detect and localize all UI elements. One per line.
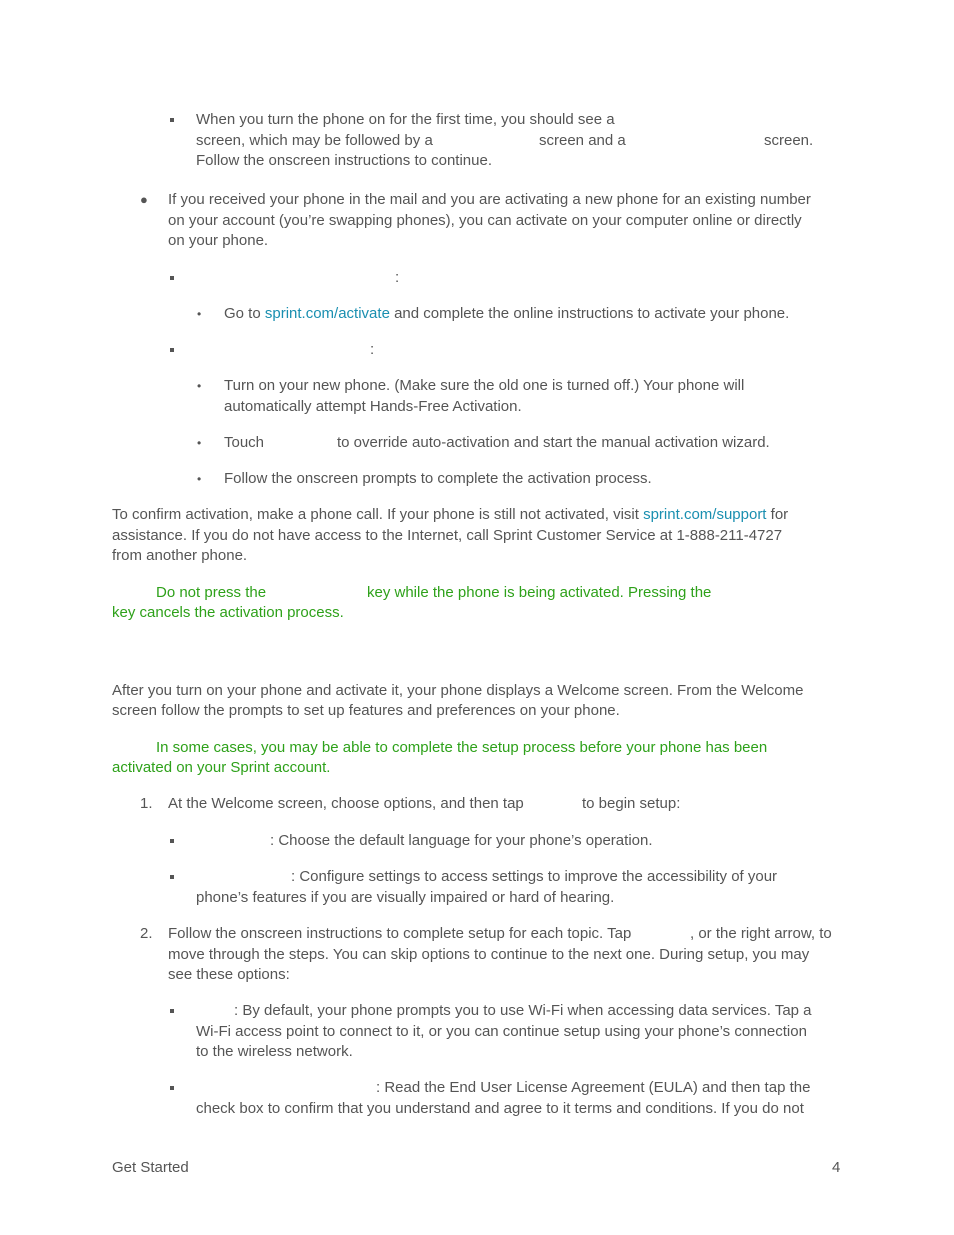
step-2-line-2: move through the steps. You can skip options to continue to the next one. During setup, you may — [168, 946, 810, 963]
footer-section: Get Started — [112, 1159, 189, 1176]
square-bullet — [170, 839, 174, 843]
confirm-line-1 — [112, 505, 788, 526]
dot-bullet: • — [197, 436, 202, 450]
intro-line-3: Follow the onscreen instructions to continue. — [196, 152, 492, 169]
mail-line-1: If you received your phone in the mail and you are activating a new phone for an existing number — [168, 191, 811, 208]
intro-line-2b: screen and a — [539, 132, 626, 149]
accessibility-option-line-2: phone’s features if you are visually impaired or hard of hearing. — [196, 889, 615, 906]
eula-option-line-2: check box to confirm that you understand and agree to it terms and conditions. If you do not — [196, 1100, 804, 1117]
step-1-text-b: to begin setup: — [582, 795, 681, 812]
round-bullet: ● — [140, 192, 148, 207]
phone-step-2b: to override auto-activation and start the manual activation wizard. — [337, 434, 770, 451]
confirm-line-1-prefix: To confirm activation, make a phone call. If your phone is still not activated, visit — [112, 506, 644, 523]
phone-step-1-line-2: automatically attempt Hands-Free Activation. — [224, 398, 522, 415]
setup-note-line-2: activated on your Sprint account. — [112, 759, 331, 776]
phone-step-2a: Touch — [224, 434, 265, 451]
activation-note-line-2: key cancels the activation process. — [112, 604, 344, 621]
intro-line-2a: screen, which may be followed by a — [196, 132, 433, 149]
wifi-option-line-3: to the wireless network. — [196, 1043, 353, 1060]
welcome-line-2: screen follow the prompts to set up features and preferences on your phone. — [112, 702, 620, 719]
setup-note-line-1: In some cases, you may be able to complete the setup process before your phone has been — [156, 739, 768, 756]
square-bullet — [170, 276, 174, 280]
step-2-line-1b: , or the right arrow, to — [690, 925, 832, 942]
online-step-prefix: Go to — [224, 305, 265, 322]
confirm-line-3: from another phone. — [112, 547, 248, 564]
step-2-line-1a: Follow the onscreen instructions to complete setup for each topic. Tap — [168, 925, 632, 942]
dot-bullet: • — [197, 307, 202, 321]
mail-line-2: on your account (you’re swapping phones), you can activate on your computer online or directly — [168, 212, 802, 229]
phone-step-1-line-1: Turn on your new phone. (Make sure the old one is turned off.) Your phone will — [224, 377, 745, 394]
sprint-support-link[interactable]: sprint.com/support — [643, 506, 767, 523]
activation-note-line-1a: Do not press the — [156, 584, 267, 601]
wifi-option-line-1: : By default, your phone prompts you to use Wi-Fi when accessing data services. Tap a — [234, 1002, 812, 1019]
mail-line-3: on your phone. — [168, 232, 269, 249]
page-number: 4 — [832, 1159, 841, 1176]
dot-bullet: • — [197, 472, 202, 486]
square-bullet — [170, 118, 174, 122]
step-1-number: 1. — [140, 795, 153, 812]
step-1-text-a: At the Welcome screen, choose options, and then tap — [168, 795, 524, 812]
dot-bullet: • — [197, 379, 202, 393]
activation-note-line-1b: key while the phone is being activated. Pressing the — [367, 584, 712, 601]
language-option: : Choose the default language for your phone’s operation. — [270, 832, 653, 849]
intro-line-1: When you turn the phone on for the first time, you should see a — [196, 111, 615, 128]
phone-option-colon: : — [370, 341, 375, 358]
online-step-suffix: and complete the online instructions to activate your phone. — [389, 305, 790, 322]
online-option-colon: : — [395, 269, 400, 286]
online-step — [224, 304, 789, 325]
intro-line-2c: screen. — [764, 132, 814, 149]
square-bullet — [170, 1009, 174, 1013]
step-2-line-3: see these options: — [168, 966, 290, 983]
eula-option-line-1: : Read the End User License Agreement (EULA) and then tap the — [376, 1079, 811, 1096]
wifi-option-line-2: Wi-Fi access point to connect to it, or you can continue setup using your phone’s connection — [196, 1023, 807, 1040]
sprint-activate-link[interactable]: sprint.com/activate — [264, 305, 390, 322]
step-2-number: 2. — [140, 925, 153, 942]
phone-step-3: Follow the onscreen prompts to complete the activation process. — [224, 470, 652, 487]
square-bullet — [170, 1086, 174, 1090]
square-bullet — [170, 348, 174, 352]
confirm-line-1-suffix: for — [766, 506, 789, 523]
square-bullet — [170, 875, 174, 879]
confirm-line-2: assistance. If you do not have access to the Internet, call Sprint Customer Service at 1-888-211-4727 — [112, 527, 783, 544]
accessibility-option-line-1: : Configure settings to access settings to improve the accessibility of your — [291, 868, 778, 885]
welcome-line-1: After you turn on your phone and activate it, your phone displays a Welcome screen. From the Welcome — [112, 682, 804, 699]
